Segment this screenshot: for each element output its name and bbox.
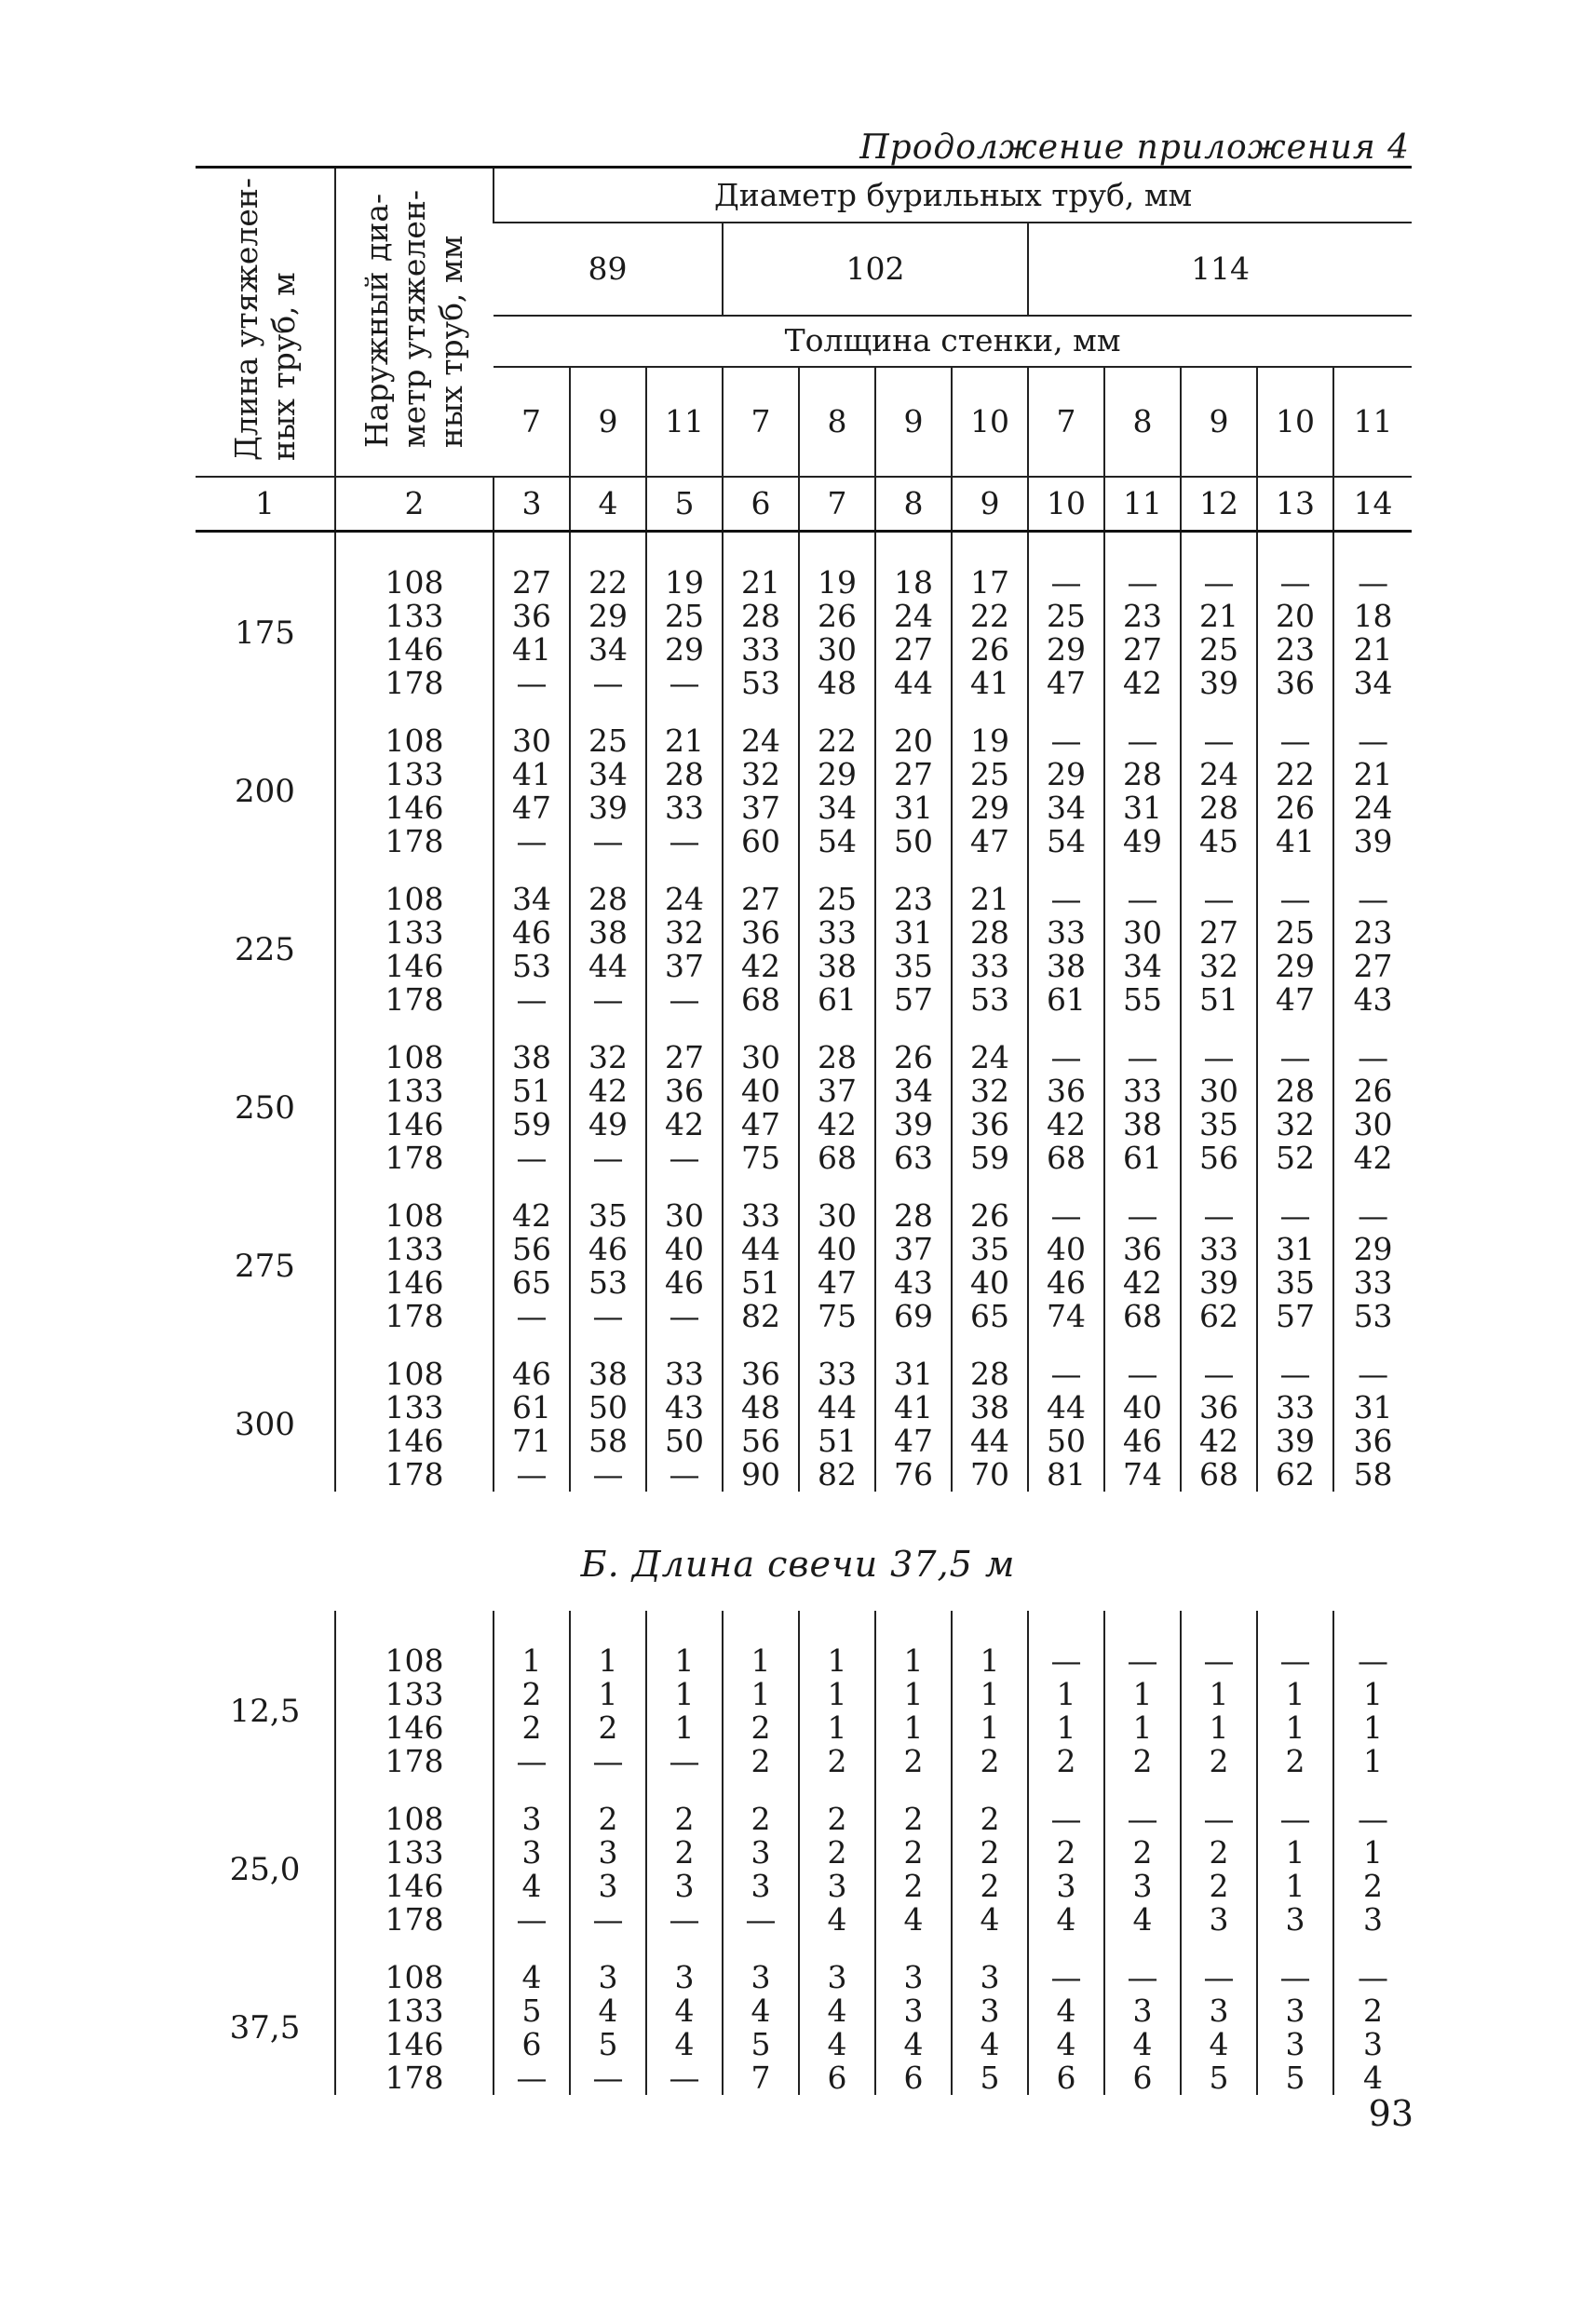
value-cell: 19 25 29 —	[646, 566, 723, 700]
header-wall-2: 9	[570, 367, 646, 477]
value-cell: — 31 35 57	[1257, 1199, 1333, 1333]
gap-cell	[1257, 1778, 1333, 1803]
column-number: 3	[494, 477, 570, 532]
value-cell: — 3 4 5	[1181, 1961, 1257, 2095]
data-table-a	[196, 166, 1412, 1492]
gap-cell	[494, 1017, 570, 1041]
value-cell: 3 3 4 6	[875, 1961, 952, 2095]
spacer-cell	[875, 1611, 952, 1644]
value-cell: 24 32 37 —	[646, 883, 723, 1017]
gap-cell	[1181, 1017, 1257, 1041]
value-cell: 27 36 42 68	[723, 883, 799, 1017]
gap-cell	[196, 1175, 335, 1199]
spacer-cell	[723, 532, 799, 567]
gap-cell	[875, 1937, 952, 1961]
table-row	[196, 1041, 1412, 1175]
value-cell: — 1 2 3	[1333, 1803, 1412, 1937]
length-cell: 37,5	[229, 2009, 301, 2047]
gap-cell	[952, 700, 1028, 724]
gap-cell	[1333, 700, 1412, 724]
value-cell: 30 41 47 —	[494, 724, 570, 858]
gap-cell	[1104, 1778, 1181, 1803]
header-diameter-114: 114	[1028, 223, 1412, 316]
value-cell: 22 29 34 54	[799, 724, 875, 858]
value-cell: 46 61 71 —	[494, 1358, 570, 1492]
gap-cell	[570, 858, 646, 883]
gap-cell	[196, 1017, 335, 1041]
length-cell: 12,5	[229, 1693, 301, 1730]
value-cell: — 1 1 3	[1257, 1803, 1333, 1937]
length-cell: 225	[235, 931, 295, 968]
gap-cell	[952, 1017, 1028, 1041]
gap-cell	[1181, 1778, 1257, 1803]
value-cell: 33 43 50 —	[646, 1358, 723, 1492]
diameter-cell: 108 133 146 178	[335, 724, 494, 858]
value-cell: 38 51 59 —	[494, 1041, 570, 1175]
gap-cell	[1028, 1333, 1104, 1358]
value-cell: — 25 29 47	[1028, 566, 1104, 700]
value-cell: — 1 1 2	[1257, 1644, 1333, 1778]
header-wall-6: 9	[875, 367, 952, 477]
spacer-cell	[1028, 532, 1104, 567]
header-pipe-length: Длина утяжелен- ных труб, м	[196, 168, 335, 478]
value-cell: 24 32 36 59	[952, 1041, 1028, 1175]
gap-cell	[494, 1333, 570, 1358]
column-number: 12	[1181, 477, 1257, 532]
gap-cell	[494, 1937, 570, 1961]
gap-cell	[799, 700, 875, 724]
gap-cell	[1181, 1937, 1257, 1961]
gap-cell	[1104, 1937, 1181, 1961]
gap-cell	[1104, 1175, 1181, 1199]
value-cell: — 21 24 39	[1333, 724, 1412, 858]
value-cell: — 33 39 62	[1181, 1199, 1257, 1333]
gap-cell	[570, 700, 646, 724]
value-cell: 31 41 47 76	[875, 1358, 952, 1492]
table-row	[196, 1961, 1412, 2095]
table-row	[196, 1358, 1412, 1492]
column-number: 1	[196, 477, 335, 532]
spacer-cell	[1104, 1611, 1181, 1644]
header-wall-1: 7	[521, 402, 541, 439]
value-cell: 3 3 4 5	[952, 1961, 1028, 2095]
value-cell: 1 1 1 —	[646, 1644, 723, 1778]
value-cell: 2 2 3 —	[646, 1803, 723, 1937]
gap-cell	[1028, 1017, 1104, 1041]
value-cell: 27 36 42 —	[646, 1041, 723, 1175]
gap-cell	[799, 1778, 875, 1803]
value-cell: — 23 27 43	[1333, 883, 1412, 1017]
value-cell: — 40 46 74	[1028, 1199, 1104, 1333]
gap-cell	[335, 1175, 494, 1199]
value-cell: — 21 25 39	[1181, 566, 1257, 700]
spacer-cell	[335, 1611, 494, 1644]
gap-cell	[723, 700, 799, 724]
value-cell: — 44 50 81	[1028, 1358, 1104, 1492]
header-wall-8: 7	[1028, 367, 1104, 477]
gap-cell	[1028, 1937, 1104, 1961]
gap-cell	[494, 1778, 570, 1803]
gap-cell	[1104, 700, 1181, 724]
gap-cell	[1028, 858, 1104, 883]
header-wall-4: 7	[723, 367, 799, 477]
column-number: 2	[335, 477, 494, 532]
gap-cell	[196, 858, 335, 883]
gap-cell	[875, 1017, 952, 1041]
spacer-cell	[1333, 1611, 1412, 1644]
value-cell: — 1 1 2	[1181, 1644, 1257, 1778]
value-cell: 3 3 4 —	[494, 1803, 570, 1937]
spacer-cell	[1181, 1611, 1257, 1644]
column-number: 4	[570, 477, 646, 532]
spacer-cell	[494, 1611, 570, 1644]
gap-cell	[799, 1017, 875, 1041]
value-cell: 25 33 38 61	[799, 883, 875, 1017]
value-cell: — 2 2 3	[1181, 1803, 1257, 1937]
gap-cell	[335, 1333, 494, 1358]
value-cell: 1 1 1 2	[799, 1644, 875, 1778]
value-cell: 26 35 40 65	[952, 1199, 1028, 1333]
value-cell: — 30 34 55	[1104, 883, 1181, 1017]
value-cell: 3 4 5 —	[570, 1961, 646, 2095]
value-cell: — 1 1 2	[1104, 1644, 1181, 1778]
value-cell: 36 48 56 90	[723, 1358, 799, 1492]
spacer-cell	[1257, 1611, 1333, 1644]
table-row	[196, 883, 1412, 1017]
value-cell: 35 46 53 —	[570, 1199, 646, 1333]
value-cell: 26 34 39 63	[875, 1041, 952, 1175]
value-cell: — 20 23 36	[1257, 566, 1333, 700]
gap-cell	[335, 1937, 494, 1961]
value-cell: 1 1 2 2	[723, 1644, 799, 1778]
diameter-cell: 108 133 146 178	[335, 1803, 494, 1937]
gap-cell	[646, 700, 723, 724]
value-cell: — 36 42 68	[1028, 1041, 1104, 1175]
diameter-cell: 108 133 146 178	[335, 566, 494, 700]
gap-cell	[799, 1175, 875, 1199]
header-diameter-102: 102	[723, 223, 1028, 316]
spacer-cell	[1181, 532, 1257, 567]
table-row	[196, 1199, 1412, 1333]
spacer-cell	[196, 532, 335, 567]
value-cell: — 3 3 5	[1257, 1961, 1333, 2095]
length-cell: 200	[235, 773, 295, 810]
value-cell: — 2 3 4	[1028, 1803, 1104, 1937]
gap-cell	[1104, 1333, 1181, 1358]
length-cell: 175	[235, 615, 295, 652]
value-cell: 42 56 65 —	[494, 1199, 570, 1333]
length-cell: 275	[235, 1248, 295, 1285]
gap-cell	[1257, 1017, 1333, 1041]
value-cell: 28 37 42 68	[799, 1041, 875, 1175]
gap-cell	[952, 1778, 1028, 1803]
gap-cell	[952, 1175, 1028, 1199]
gap-cell	[723, 1017, 799, 1041]
gap-cell	[335, 700, 494, 724]
value-cell: 2 2 2 4	[952, 1803, 1028, 1937]
gap-cell	[723, 1937, 799, 1961]
gap-cell	[1181, 1175, 1257, 1199]
value-cell: — 31 36 58	[1333, 1358, 1412, 1492]
value-cell: 24 32 37 60	[723, 724, 799, 858]
value-cell: — 30 35 56	[1181, 1041, 1257, 1175]
spacer-cell	[1257, 532, 1333, 567]
table-row	[196, 724, 1412, 858]
value-cell: — 24 28 45	[1181, 724, 1257, 858]
value-cell: — 29 33 53	[1333, 1199, 1412, 1333]
column-number: 10	[1028, 477, 1104, 532]
gap-cell	[335, 1778, 494, 1803]
gap-cell	[570, 1017, 646, 1041]
gap-cell	[570, 1175, 646, 1199]
spacer-cell	[494, 532, 570, 567]
value-cell: 19 25 29 47	[952, 724, 1028, 858]
gap-cell	[646, 1333, 723, 1358]
header-wall-11: 10	[1257, 367, 1333, 477]
gap-cell	[875, 858, 952, 883]
value-cell: 22 29 34 —	[570, 566, 646, 700]
header-drill-pipe-diameter: Диаметр бурильных труб, мм	[494, 168, 1412, 223]
value-cell: — 27 32 51	[1181, 883, 1257, 1017]
value-cell: — 2 3 4	[1333, 1961, 1412, 2095]
header-wall-7: 10	[952, 367, 1028, 477]
value-cell: 28 38 44 70	[952, 1358, 1028, 1492]
table-row	[196, 1644, 1412, 1778]
gap-cell	[1333, 858, 1412, 883]
value-cell: 2 3 3 —	[570, 1803, 646, 1937]
gap-cell	[196, 1778, 335, 1803]
value-cell: 33 44 51 82	[723, 1199, 799, 1333]
gap-cell	[952, 1333, 1028, 1358]
gap-cell	[494, 700, 570, 724]
value-cell: — 26 30 42	[1333, 1041, 1412, 1175]
gap-cell	[1181, 700, 1257, 724]
spacer-cell	[799, 532, 875, 567]
value-cell: 23 31 35 57	[875, 883, 952, 1017]
spacer-cell	[1104, 532, 1181, 567]
spacer-cell	[570, 1611, 646, 1644]
value-cell: — 33 39 62	[1257, 1358, 1333, 1492]
header-diameter-89: 89	[494, 223, 723, 316]
value-cell: 4 5 6 —	[494, 1961, 570, 2095]
value-cell: 19 26 30 48	[799, 566, 875, 700]
gap-cell	[570, 1333, 646, 1358]
value-cell: 28 37 43 69	[875, 1199, 952, 1333]
value-cell: 1 2 2 —	[494, 1644, 570, 1778]
gap-cell	[335, 858, 494, 883]
spacer-cell	[875, 532, 952, 567]
value-cell: 33 44 51 82	[799, 1358, 875, 1492]
gap-cell	[1333, 1017, 1412, 1041]
spacer-cell	[1028, 1611, 1104, 1644]
gap-cell	[799, 1333, 875, 1358]
gap-cell	[1333, 1333, 1412, 1358]
gap-cell	[952, 858, 1028, 883]
gap-cell	[646, 858, 723, 883]
gap-cell	[1181, 858, 1257, 883]
diameter-cell: 108 133 146 178	[335, 1961, 494, 2095]
value-cell: — 36 42 68	[1104, 1199, 1181, 1333]
spacer-cell	[646, 532, 723, 567]
gap-cell	[646, 1017, 723, 1041]
gap-cell	[1257, 1175, 1333, 1199]
spacer-cell	[570, 532, 646, 567]
value-cell: 21 28 33 —	[646, 724, 723, 858]
value-cell: 32 42 49 —	[570, 1041, 646, 1175]
table-row	[196, 566, 1412, 700]
gap-cell	[723, 1175, 799, 1199]
gap-cell	[723, 858, 799, 883]
value-cell: — 18 21 34	[1333, 566, 1412, 700]
gap-cell	[494, 858, 570, 883]
spacer-cell	[335, 532, 494, 567]
value-cell: 1 1 1 2	[952, 1644, 1028, 1778]
gap-cell	[570, 1778, 646, 1803]
column-number: 7	[799, 477, 875, 532]
gap-cell	[570, 1937, 646, 1961]
gap-cell	[723, 1333, 799, 1358]
value-cell: 30 40 47 75	[799, 1199, 875, 1333]
column-number: 13	[1257, 477, 1333, 532]
header-wall-10: 9	[1181, 367, 1257, 477]
spacer-cell	[952, 532, 1028, 567]
spacer-cell	[1333, 532, 1412, 567]
gap-cell	[1333, 1937, 1412, 1961]
gap-cell	[1257, 1937, 1333, 1961]
value-cell: — 4 4 6	[1028, 1961, 1104, 2095]
page-number: 93	[1368, 2093, 1413, 2134]
value-cell: 1 1 1 2	[875, 1644, 952, 1778]
diameter-cell: 108 133 146 178	[335, 1644, 494, 1778]
spacer-cell	[196, 1611, 335, 1644]
gap-cell	[1028, 1778, 1104, 1803]
gap-cell	[494, 1175, 570, 1199]
gap-cell	[799, 1937, 875, 1961]
gap-cell	[1028, 700, 1104, 724]
column-number: 5	[646, 477, 723, 532]
gap-cell	[723, 1778, 799, 1803]
data-table-b	[196, 1611, 1412, 2095]
gap-cell	[799, 858, 875, 883]
gap-cell	[875, 1333, 952, 1358]
column-number: 14	[1333, 477, 1412, 532]
gap-cell	[646, 1778, 723, 1803]
value-cell: — 1 1 2	[1028, 1644, 1104, 1778]
gap-cell	[1333, 1778, 1412, 1803]
header-wall-9: 8	[1104, 367, 1181, 477]
gap-cell	[952, 1937, 1028, 1961]
gap-cell	[875, 700, 952, 724]
value-cell: — 36 42 68	[1181, 1358, 1257, 1492]
value-cell: 34 46 53 —	[494, 883, 570, 1017]
value-cell: 17 22 26 41	[952, 566, 1028, 700]
value-cell: 27 36 41 —	[494, 566, 570, 700]
gap-cell	[196, 1937, 335, 1961]
diameter-cell: 108 133 146 178	[335, 1041, 494, 1175]
gap-cell	[875, 1778, 952, 1803]
value-cell: 38 50 58 —	[570, 1358, 646, 1492]
value-cell: 30 40 46 —	[646, 1199, 723, 1333]
header-wall-12: 11	[1333, 367, 1412, 477]
column-number: 6	[723, 477, 799, 532]
value-cell: 28 38 44 —	[570, 883, 646, 1017]
gap-cell	[196, 700, 335, 724]
spacer-cell	[646, 1611, 723, 1644]
value-cell: — 23 27 42	[1104, 566, 1181, 700]
value-cell: 20 27 31 50	[875, 724, 952, 858]
gap-cell	[1257, 700, 1333, 724]
diameter-cell: 108 133 146 178	[335, 1358, 494, 1492]
value-cell: 21 28 33 53	[723, 566, 799, 700]
continuation-caption: Продолжение приложения 4	[859, 128, 1410, 167]
header-wall-thickness: Толщина стенки, мм	[494, 316, 1412, 367]
value-cell: — 22 26 41	[1257, 724, 1333, 858]
length-cell: 300	[235, 1406, 295, 1443]
value-cell: 2 2 3 4	[799, 1803, 875, 1937]
value-cell: 30 40 47 75	[723, 1041, 799, 1175]
diameter-cell: 108 133 146 178	[335, 883, 494, 1017]
header-wall-5: 8	[799, 367, 875, 477]
value-cell: 18 24 27 44	[875, 566, 952, 700]
value-cell: — 28 32 52	[1257, 1041, 1333, 1175]
value-cell: — 28 31 49	[1104, 724, 1181, 858]
column-number: 8	[875, 477, 952, 532]
value-cell: 2 3 3 —	[723, 1803, 799, 1937]
header-wall-3: 11	[646, 367, 723, 477]
gap-cell	[1104, 1017, 1181, 1041]
value-cell: — 2 3 4	[1104, 1803, 1181, 1937]
gap-cell	[646, 1175, 723, 1199]
length-cell: 25,0	[229, 1851, 301, 1888]
table-row	[196, 1803, 1412, 1937]
value-cell: — 33 38 61	[1104, 1041, 1181, 1175]
length-cell: 250	[235, 1089, 295, 1127]
gap-cell	[196, 1333, 335, 1358]
spacer-cell	[723, 1611, 799, 1644]
gap-cell	[646, 1937, 723, 1961]
gap-cell	[1257, 858, 1333, 883]
value-cell: — 29 34 54	[1028, 724, 1104, 858]
gap-cell	[875, 1175, 952, 1199]
value-cell: 3 4 5 7	[723, 1961, 799, 2095]
gap-cell	[1333, 1175, 1412, 1199]
value-cell: — 33 38 61	[1028, 883, 1104, 1017]
value-cell: — 3 4 6	[1104, 1961, 1181, 2095]
header-outer-diameter: Наружный диа- метр утяжелен- ных труб, мм	[335, 168, 494, 478]
spacer-cell	[952, 1611, 1028, 1644]
column-number: 9	[952, 477, 1028, 532]
value-cell: 3 4 4 —	[646, 1961, 723, 2095]
column-number: 11	[1104, 477, 1181, 532]
spacer-cell	[799, 1611, 875, 1644]
value-cell: — 25 29 47	[1257, 883, 1333, 1017]
value-cell: 25 34 39 —	[570, 724, 646, 858]
value-cell: — 40 46 74	[1104, 1358, 1181, 1492]
diameter-cell: 108 133 146 178	[335, 1199, 494, 1333]
gap-cell	[1181, 1333, 1257, 1358]
value-cell: — 1 1 1	[1333, 1644, 1412, 1778]
value-cell: 21 28 33 53	[952, 883, 1028, 1017]
value-cell: 2 2 2 4	[875, 1803, 952, 1937]
value-cell: 3 4 4 6	[799, 1961, 875, 2095]
gap-cell	[1104, 858, 1181, 883]
gap-cell	[335, 1017, 494, 1041]
gap-cell	[1028, 1175, 1104, 1199]
value-cell: 1 1 2 —	[570, 1644, 646, 1778]
section-b-title: Б. Длина свечи 37,5 м	[580, 1544, 1016, 1585]
gap-cell	[1257, 1333, 1333, 1358]
